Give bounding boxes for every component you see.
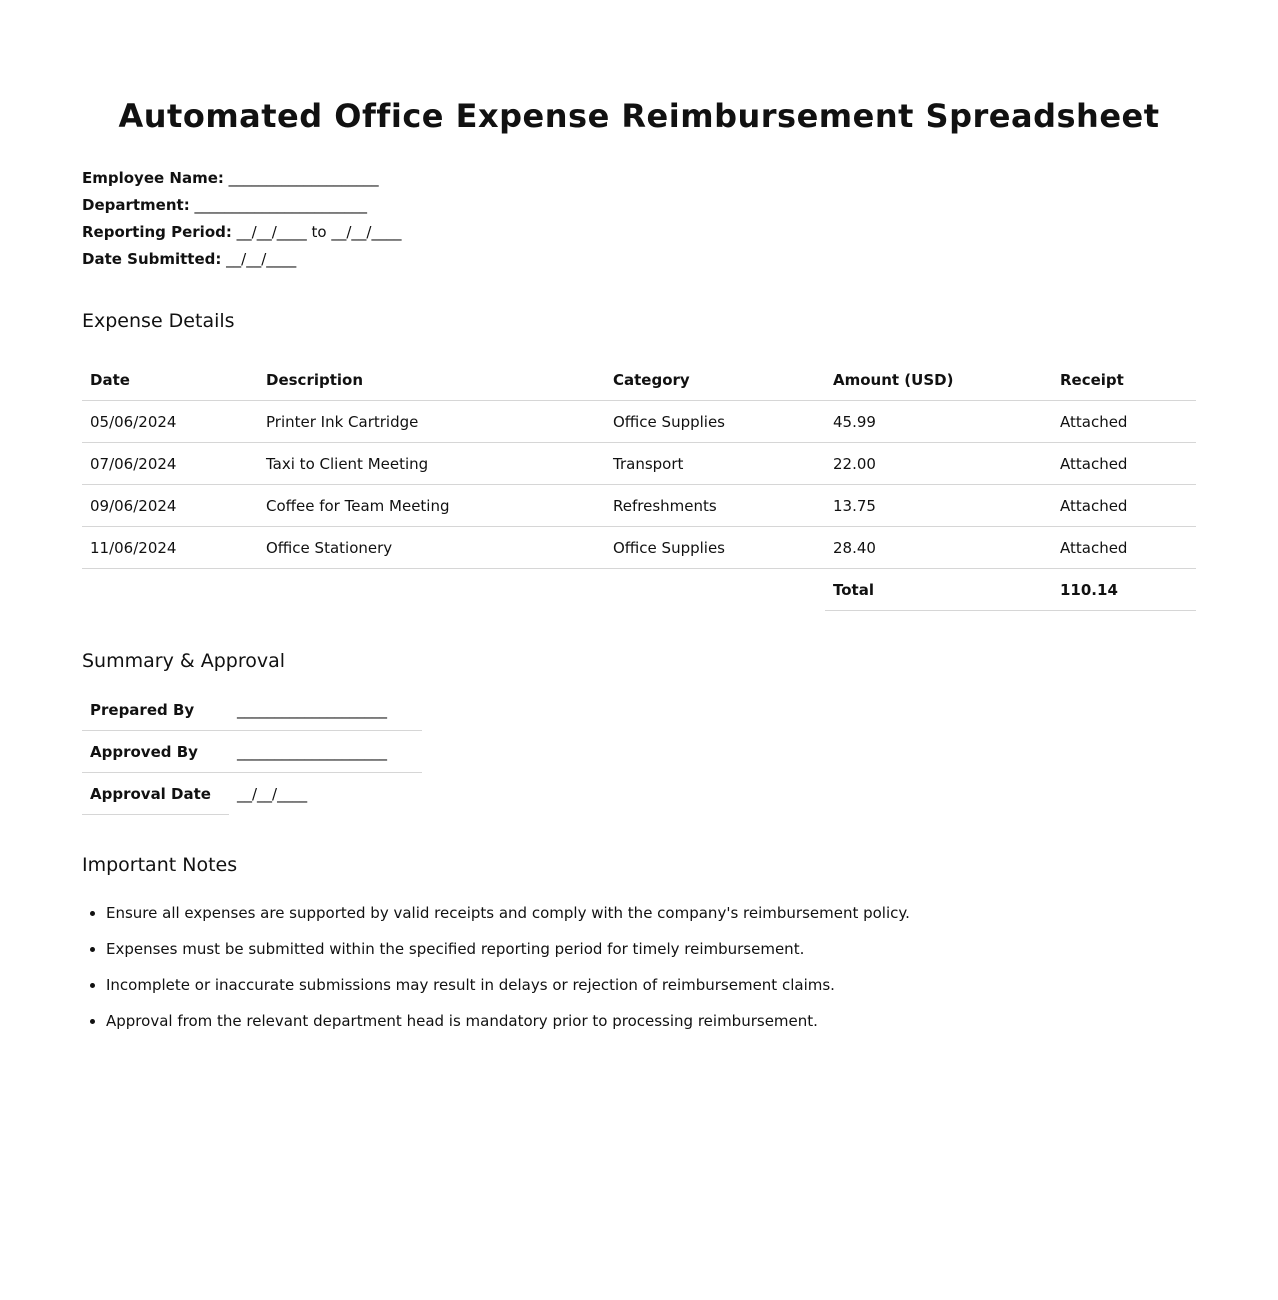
cell-category: Refreshments: [605, 485, 825, 527]
cell-category: Office Supplies: [605, 527, 825, 569]
table-row: [82, 527, 1196, 569]
expense-table: [82, 359, 1196, 611]
approval-date-field: __/__/____: [237, 784, 308, 803]
approval-table: [82, 689, 422, 815]
employee-name-row: [82, 165, 1196, 192]
summary-approval-heading: Summary & Approval: [82, 650, 286, 672]
approved-by-label: Approved By: [82, 731, 229, 773]
list-item: • Approval from the relevant department head is mandatory prior to processing reimbursement.: [106, 1003, 1196, 1039]
total-label: Total: [825, 569, 1052, 611]
table-row: [82, 443, 1196, 485]
department-field: _______________________: [194, 196, 367, 214]
cell-amount: 13.75: [825, 485, 1052, 527]
reporting-period-field: __/__/____ to __/__/____: [236, 223, 402, 241]
header-receipt: Receipt: [1052, 359, 1196, 401]
total-row: [82, 569, 1196, 611]
header-description: Description: [258, 359, 605, 401]
cell-amount: 22.00: [825, 443, 1052, 485]
total-spacer: [258, 569, 605, 611]
important-notes-heading: Important Notes: [82, 854, 238, 876]
cell-receipt: Attached: [1052, 527, 1196, 569]
list-item: • Ensure all expenses are supported by valid receipts and comply with the company's reimbursement policy.: [106, 895, 1196, 931]
cell-receipt: Attached: [1052, 485, 1196, 527]
cell-description: Printer Ink Cartridge: [258, 401, 605, 443]
cell-amount: 28.40: [825, 527, 1052, 569]
notes-list: [82, 895, 1196, 1039]
list-item: • Expenses must be submitted within the specified reporting period for timely reimbursement.: [106, 931, 1196, 967]
cell-description: Coffee for Team Meeting: [258, 485, 605, 527]
reporting-period-label: Reporting Period:: [82, 223, 232, 241]
department-label: Department:: [82, 196, 190, 214]
cell-receipt: Attached: [1052, 401, 1196, 443]
page-title: Automated Office Expense Reimbursement Spreadsheet: [118, 97, 1160, 135]
cell-description: Taxi to Client Meeting: [258, 443, 605, 485]
header-category: Category: [605, 359, 825, 401]
department-row: [82, 192, 1196, 219]
date-submitted-row: [82, 246, 1196, 273]
table-row: [82, 485, 1196, 527]
header-amount: Amount (USD): [825, 359, 1052, 401]
list-item: • Incomplete or inaccurate submissions may result in delays or rejection of reimbursement claims.: [106, 967, 1196, 1003]
total-spacer: [605, 569, 825, 611]
approval-row: [82, 731, 422, 773]
cell-category: Transport: [605, 443, 825, 485]
approval-date-label: Approval Date: [82, 773, 229, 815]
cell-category: Office Supplies: [605, 401, 825, 443]
expense-header-row: [82, 359, 1196, 401]
prepared-by-label: Prepared By: [82, 689, 229, 731]
header-date: Date: [82, 359, 258, 401]
cell-date: 11/06/2024: [82, 527, 258, 569]
employee-info: [82, 165, 1196, 273]
total-spacer: [82, 569, 258, 611]
date-submitted-label: Date Submitted:: [82, 250, 222, 268]
cell-amount: 45.99: [825, 401, 1052, 443]
cell-date: 09/06/2024: [82, 485, 258, 527]
employee-name-label: Employee Name:: [82, 169, 224, 187]
approval-row: [82, 773, 422, 815]
total-value: 110.14: [1052, 569, 1196, 611]
date-submitted-field: __/__/____: [226, 250, 297, 268]
employee-name-field: ____________________: [228, 169, 379, 187]
approved-by-field: ____________________: [229, 731, 422, 773]
expense-details-heading: Expense Details: [82, 310, 235, 332]
table-row: [82, 401, 1196, 443]
cell-date: 05/06/2024: [82, 401, 258, 443]
cell-description: Office Stationery: [258, 527, 605, 569]
prepared-by-field: ____________________: [229, 689, 422, 731]
cell-receipt: Attached: [1052, 443, 1196, 485]
reporting-period-row: [82, 219, 1196, 246]
approval-row: [82, 689, 422, 731]
cell-date: 07/06/2024: [82, 443, 258, 485]
